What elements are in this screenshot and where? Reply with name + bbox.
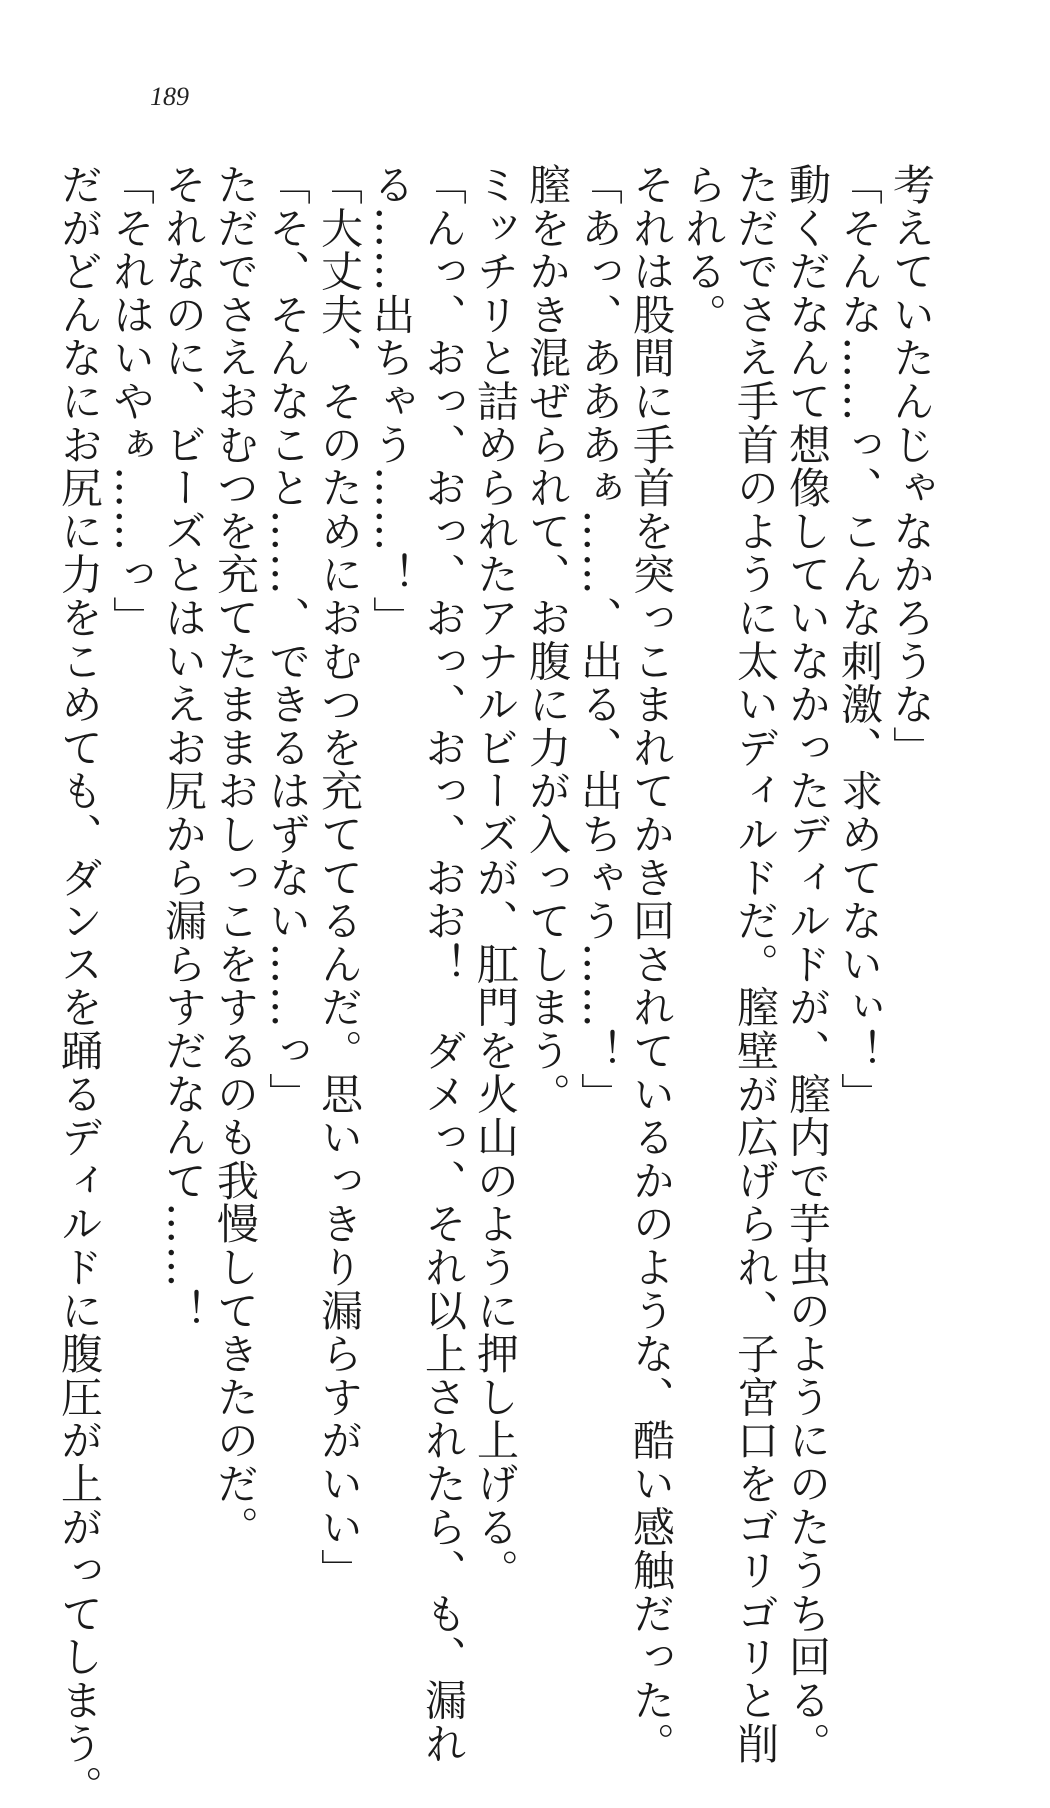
text-line: 「んっ、おっ、おっ、おっ、おっ、おお！ ダメっ、それ以上されたら、も、漏れ xyxy=(419,163,468,1766)
text-line: 「そ、そんなこと……、できるはずない……っ」 xyxy=(263,163,312,1116)
text-line: ミッチリと詰められたアナルビーズが、肛門を火山のように押し上げる。 xyxy=(471,163,520,1592)
text-line: 「そんな……っ、こんな刺激、求めてないぃ！」 xyxy=(835,163,884,1116)
text-line: 考えていたんじゃなかろうな」 xyxy=(887,163,936,770)
text-line: それなのに、ビーズとはいえお尻から漏らすだなんて……！ xyxy=(159,163,208,1333)
text-line: 「それはいやぁ……っ」 xyxy=(107,163,156,640)
text-line: 「あっ、あああぁ……、出る、出ちゃう……！」 xyxy=(575,163,624,1116)
text-line: られる。 xyxy=(679,163,728,337)
page-number: 189 xyxy=(150,82,189,111)
text-line: る……出ちゃう……！」 xyxy=(367,163,416,640)
text-line: 膣をかき混ぜられて、お腹に力が入ってしまう。 xyxy=(523,163,572,1116)
text-line: 動くだなんて想像していなかったディルドが、膣内で芋虫のようにのたうち回る。 xyxy=(783,163,832,1766)
text-line: それは股間に手首を突っこまれてかき回されているかのような、酷い感触だった。 xyxy=(627,163,676,1766)
text-line: だがどんなにお尻に力をこめても、ダンスを踊るディルドに腹圧が上がってしまう。 xyxy=(55,163,104,1808)
text-line: ただでさえおむつを充てたままおしっこをするのも我慢してきたのだ。 xyxy=(211,163,260,1549)
text-line: 「大丈夫、そのためにおむつを充ててるんだ。思いっきり漏らすがいい」 xyxy=(315,163,364,1592)
body-text xyxy=(55,163,937,1808)
text-line: ただでさえ手首のように太いディルドだ。膣壁が広げられ、子宮口をゴリゴリと削 xyxy=(731,163,780,1766)
